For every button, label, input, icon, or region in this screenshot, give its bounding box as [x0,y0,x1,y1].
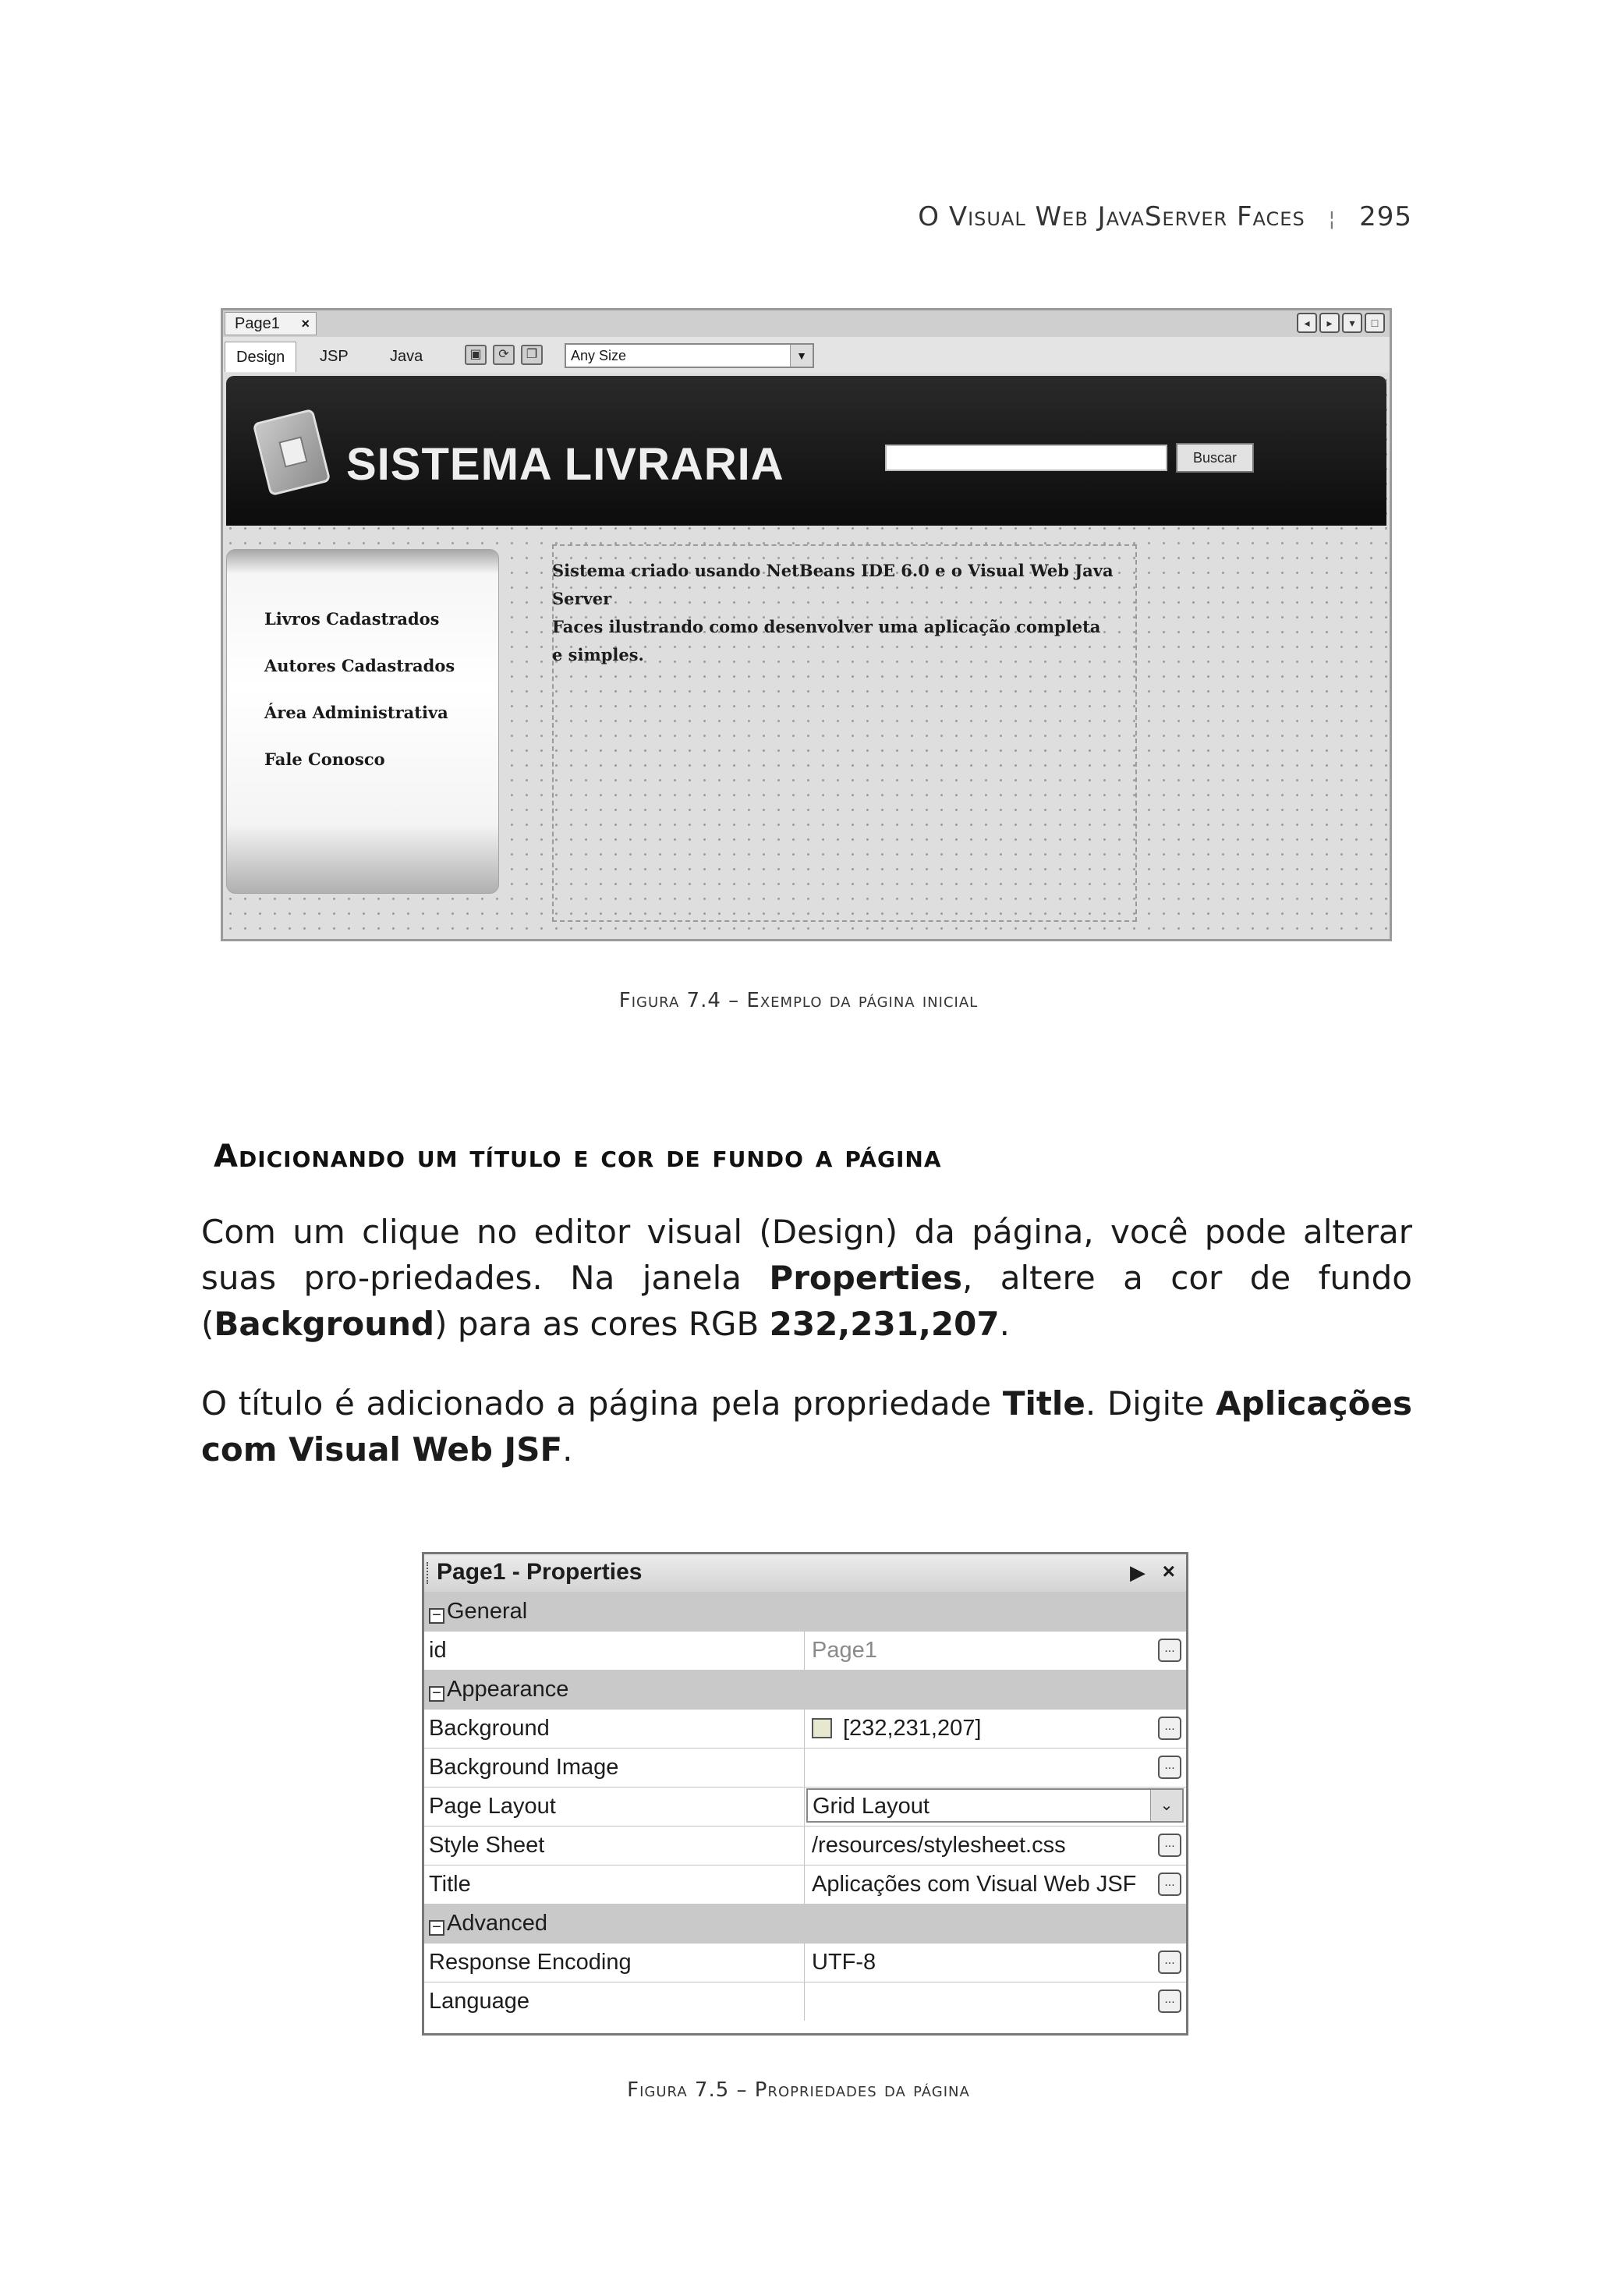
dropdown-icon[interactable]: ▾ [1342,313,1362,333]
prop-row-id[interactable] [424,1631,1186,1671]
prop-name: Style Sheet [429,1833,545,1858]
intro-text [552,557,1114,669]
prop-name: Page Layout [429,1794,556,1819]
p1-background: Background [214,1305,435,1343]
intro-line-2: Faces ilustrando como desenvolver uma aplicação completa e simples. [552,617,1101,664]
editor-tab-page1[interactable] [225,312,317,335]
menu-item-livros[interactable]: Livros Cadastrados [264,609,440,629]
p2-title-value: Aplicações com Visual Web JSF [201,1384,1412,1469]
p1-properties: Properties [769,1259,962,1297]
paragraph-2 [201,1380,1412,1472]
prop-name: Title [429,1872,471,1897]
prop-row-title[interactable] [424,1865,1186,1904]
running-header-title: O Visual Web JavaServer Faces [918,201,1305,232]
p2-text-a: O título é adicionado a página pela propriedade [201,1384,1003,1423]
group-label: Advanced [447,1911,547,1936]
collapse-icon[interactable]: − [429,1686,444,1702]
prop-name: Language [429,1989,530,2014]
target-size-value: Any Size [571,348,627,363]
prop-value: Page1 [812,1638,877,1663]
ellipsis-button[interactable]: ... [1158,1990,1181,2013]
menu-item-fale-conosco[interactable]: Fale Conosco [264,749,385,769]
ellipsis-button[interactable]: ... [1158,1951,1181,1974]
maximize-icon[interactable]: □ [1365,313,1385,333]
prop-value: Aplicações com Visual Web JSF [812,1872,1137,1897]
drag-grip-icon[interactable] [427,1562,431,1584]
banner-title: SISTEMA LIVRARIA [346,439,784,490]
side-menu [226,549,499,894]
window-controls [1297,313,1385,333]
group-advanced[interactable] [424,1904,1186,1943]
running-header-separator: ¦ [1328,207,1337,231]
prop-row-page-layout[interactable] [424,1787,1186,1827]
properties-titlebar [424,1554,1186,1593]
page-layout-select[interactable] [806,1788,1184,1823]
p1-rgb-value: 232,231,207 [769,1305,1000,1343]
properties-title: Page1 - Properties [437,1559,643,1585]
menu-item-area-administrativa[interactable]: Área Administrativa [264,703,448,722]
p2-title: Title [1002,1384,1085,1423]
preview-icon[interactable]: ▣ [465,345,487,365]
group-general[interactable] [424,1592,1186,1632]
figure-7-4-caption: Figura 7.4 – Exemplo da página inicial [618,989,979,1012]
properties-panel [422,1552,1188,2036]
tab-design[interactable]: Design [225,342,296,372]
tab-jsp[interactable]: JSP [320,348,349,365]
prop-value: /resources/stylesheet.css [812,1833,1066,1858]
running-header [918,201,1412,232]
search-button[interactable]: Buscar [1176,443,1254,473]
chevron-down-icon: ▼ [790,345,813,367]
ellipsis-button[interactable]: ... [1158,1834,1181,1857]
p1-text-e: ) para as cores RGB [434,1305,770,1343]
close-tab-icon[interactable]: × [301,316,310,331]
editor-tab-label: Page1 [235,315,280,332]
ellipsis-button[interactable]: ... [1158,1639,1181,1662]
editor-toolbar [223,337,1390,374]
prop-value: UTF-8 [812,1950,876,1975]
prop-row-response-encoding[interactable] [424,1943,1186,1982]
target-size-select[interactable] [565,343,814,368]
prop-row-background-image[interactable] [424,1748,1186,1788]
collapse-icon[interactable]: − [429,1920,444,1936]
prop-name: id [429,1638,447,1663]
figure-7-5-caption: Figura 7.5 – Propriedades da página [627,2078,970,2102]
p2-text-c: . Digite [1085,1384,1216,1423]
search-input[interactable] [885,445,1167,471]
prop-row-background[interactable] [424,1709,1186,1749]
intro-line-1: Sistema criado usando NetBeans IDE 6.0 e o Visual Web Java Server [552,561,1114,608]
p1-text-c: , altere a cor de fundo ( [201,1259,1412,1343]
group-label: General [447,1599,528,1624]
menu-item-autores[interactable]: Autores Cadastrados [264,656,455,675]
tab-java[interactable]: Java [390,348,423,365]
prop-row-style-sheet[interactable] [424,1826,1186,1866]
pin-icon[interactable]: ▶ [1130,1561,1146,1584]
prop-name: Background [429,1716,550,1741]
p1-text-g: . [999,1305,1010,1343]
section-heading: Adicionando um título e cor de fundo a página [214,1139,942,1175]
page-number: 295 [1359,201,1412,232]
ellipsis-button[interactable]: ... [1158,1756,1181,1779]
design-canvas[interactable] [223,373,1390,939]
group-label: Appearance [447,1677,569,1702]
virtual-forms-icon[interactable]: ❐ [521,345,543,365]
ide-window-screenshot [221,308,1392,941]
editor-tab-strip [223,310,1390,338]
close-icon[interactable]: × [1162,1559,1175,1583]
prop-name: Response Encoding [429,1950,632,1975]
color-swatch [812,1718,832,1738]
prop-name: Background Image [429,1755,619,1780]
prop-row-language[interactable] [424,1982,1186,2021]
chevron-down-icon: ⌄ [1150,1790,1182,1821]
p1-text-a: Com um clique no editor visual (Design) da página, você pode alterar suas pro-priedades. Na janela [201,1213,1412,1297]
site-banner [226,376,1386,526]
refresh-icon[interactable]: ⟳ [493,345,515,365]
book-logo-icon [253,409,331,497]
paragraph-1 [201,1209,1412,1347]
prop-value: [232,231,207] [843,1716,982,1741]
collapse-icon[interactable]: − [429,1608,444,1624]
p2-text-e: . [562,1430,573,1469]
ellipsis-button[interactable]: ... [1158,1717,1181,1740]
scroll-right-icon[interactable]: ▸ [1319,313,1340,333]
ellipsis-button[interactable]: ... [1158,1873,1181,1896]
prop-value: Grid Layout [813,1794,930,1819]
group-appearance[interactable] [424,1670,1186,1710]
scroll-left-icon[interactable]: ◂ [1297,313,1317,333]
